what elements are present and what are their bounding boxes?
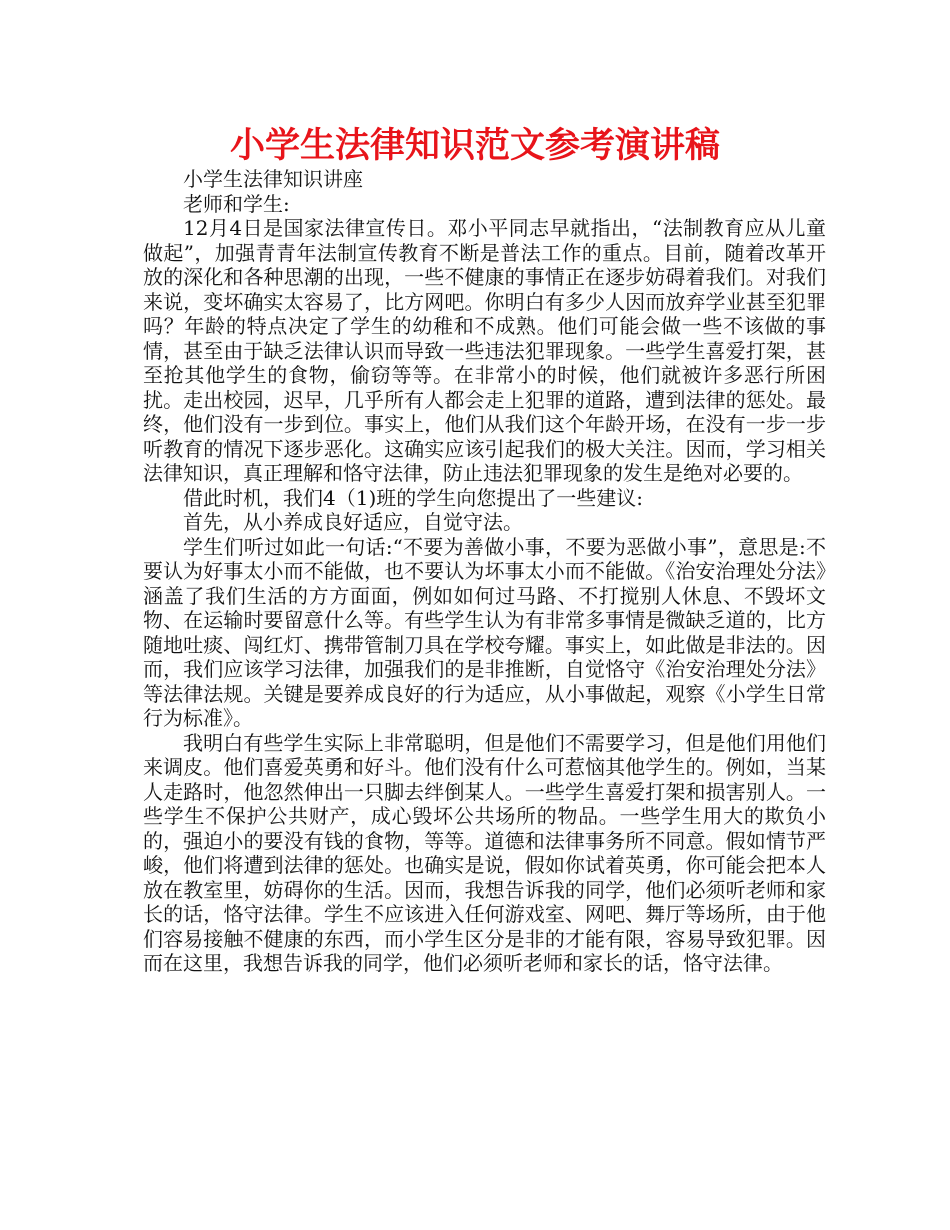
paragraph: 借此时机，我们4（1)班的学生向您提出了一些建议: xyxy=(183,485,643,510)
paragraph: 学生们听过如此一句话:“不要为善做小事，不要为恶做小事”，意思是:不要认为好事太小而不能做，也不要认为坏事太小而不能做。《治安治理处分法》涵盖了我们生活的方方面面，例如如何过马路、不打搅别人休息、不毁坏文物、在运输时要留意什么等。有些学生认为有非常多事情是微缺乏道的，比方随地吐痰、闯红灯、携带管制刀具在学校夸耀。事实上，如此做是非法的。因而，我们应该学习法律，加强我们的是非推断，自觉恪守《治安治理处分法》等法律法规。关键是要养成良好的行为适应，从小事做起，观察《小学生日常行为标准》。 xyxy=(143,534,826,730)
paragraph: 首先，从小养成良好适应，自觉守法。 xyxy=(183,510,523,534)
document-body xyxy=(143,167,826,976)
salutation: 老师和学生: xyxy=(183,191,290,216)
paragraph: 我明白有些学生实际上非常聪明，但是他们不需要学习，但是他们用他们来调皮。他们喜爱英勇和好斗。他们没有什么可惹恼其他学生的。例如，当某人走路时，他忽然伸出一只脚去绊倒某人。一些学生喜爱打架和损害别人。一些学生不保护公共财产，成心毁坏公共场所的物品。一些学生用大的欺负小的，强迫小的要没有钱的食物，等等。道德和法律事务所不同意。假如情节严峻，他们将遭到法律的惩处。也确实是说，假如你试着英勇，你可能会把本人放在教室里，妨碍你的生活。因而，我想告诉我的同学，他们必须听老师和家长的话，恪守法律。学生不应该进入任何游戏室、网吧、舞厅等场所，由于他们容易接触不健康的东西，而小学生区分是非的才能有限，容易导致犯罪。因而在这里，我想告诉我的同学，他们必须听老师和家长的话，恪守法律。 xyxy=(143,730,826,975)
lecture-heading: 小学生法律知识讲座 xyxy=(183,167,363,191)
document-title: 小学生法律知识范文参考演讲稿 xyxy=(229,126,720,166)
paragraph: 12月4日是国家法律宣传日。邓小平同志早就指出，“法制教育应从儿童做起”，加强青青年法制宣传教育不断是普法工作的重点。目前，随着改革开放的深化和各种思潮的出现，一些不健康的事情正在逐步妨碍着我们。对我们来说，变坏确实太容易了，比方网吧。你明白有多少人因而放弃学业甚至犯罪吗？年龄的特点决定了学生的幼稚和不成熟。他们可能会做一些不该做的事情，甚至由于缺乏法律认识而导致一些违法犯罪现象。一些学生喜爱打架，甚至抢其他学生的食物，偷窃等等。在非常小的时候，他们就被许多恶行所困扰。走出校园，迟早，几乎所有人都会走上犯罪的道路，遭到法律的惩处。最终，他们没有一步到位。事实上，他们从我们这个年龄开场，在没有一步一步听教育的情况下逐步恶化。这确实应该引起我们的极大关注。因而，学习相关法律知识，真正理解和恪守法律，防止违法犯罪现象的发生是绝对必要的。 xyxy=(143,216,826,485)
